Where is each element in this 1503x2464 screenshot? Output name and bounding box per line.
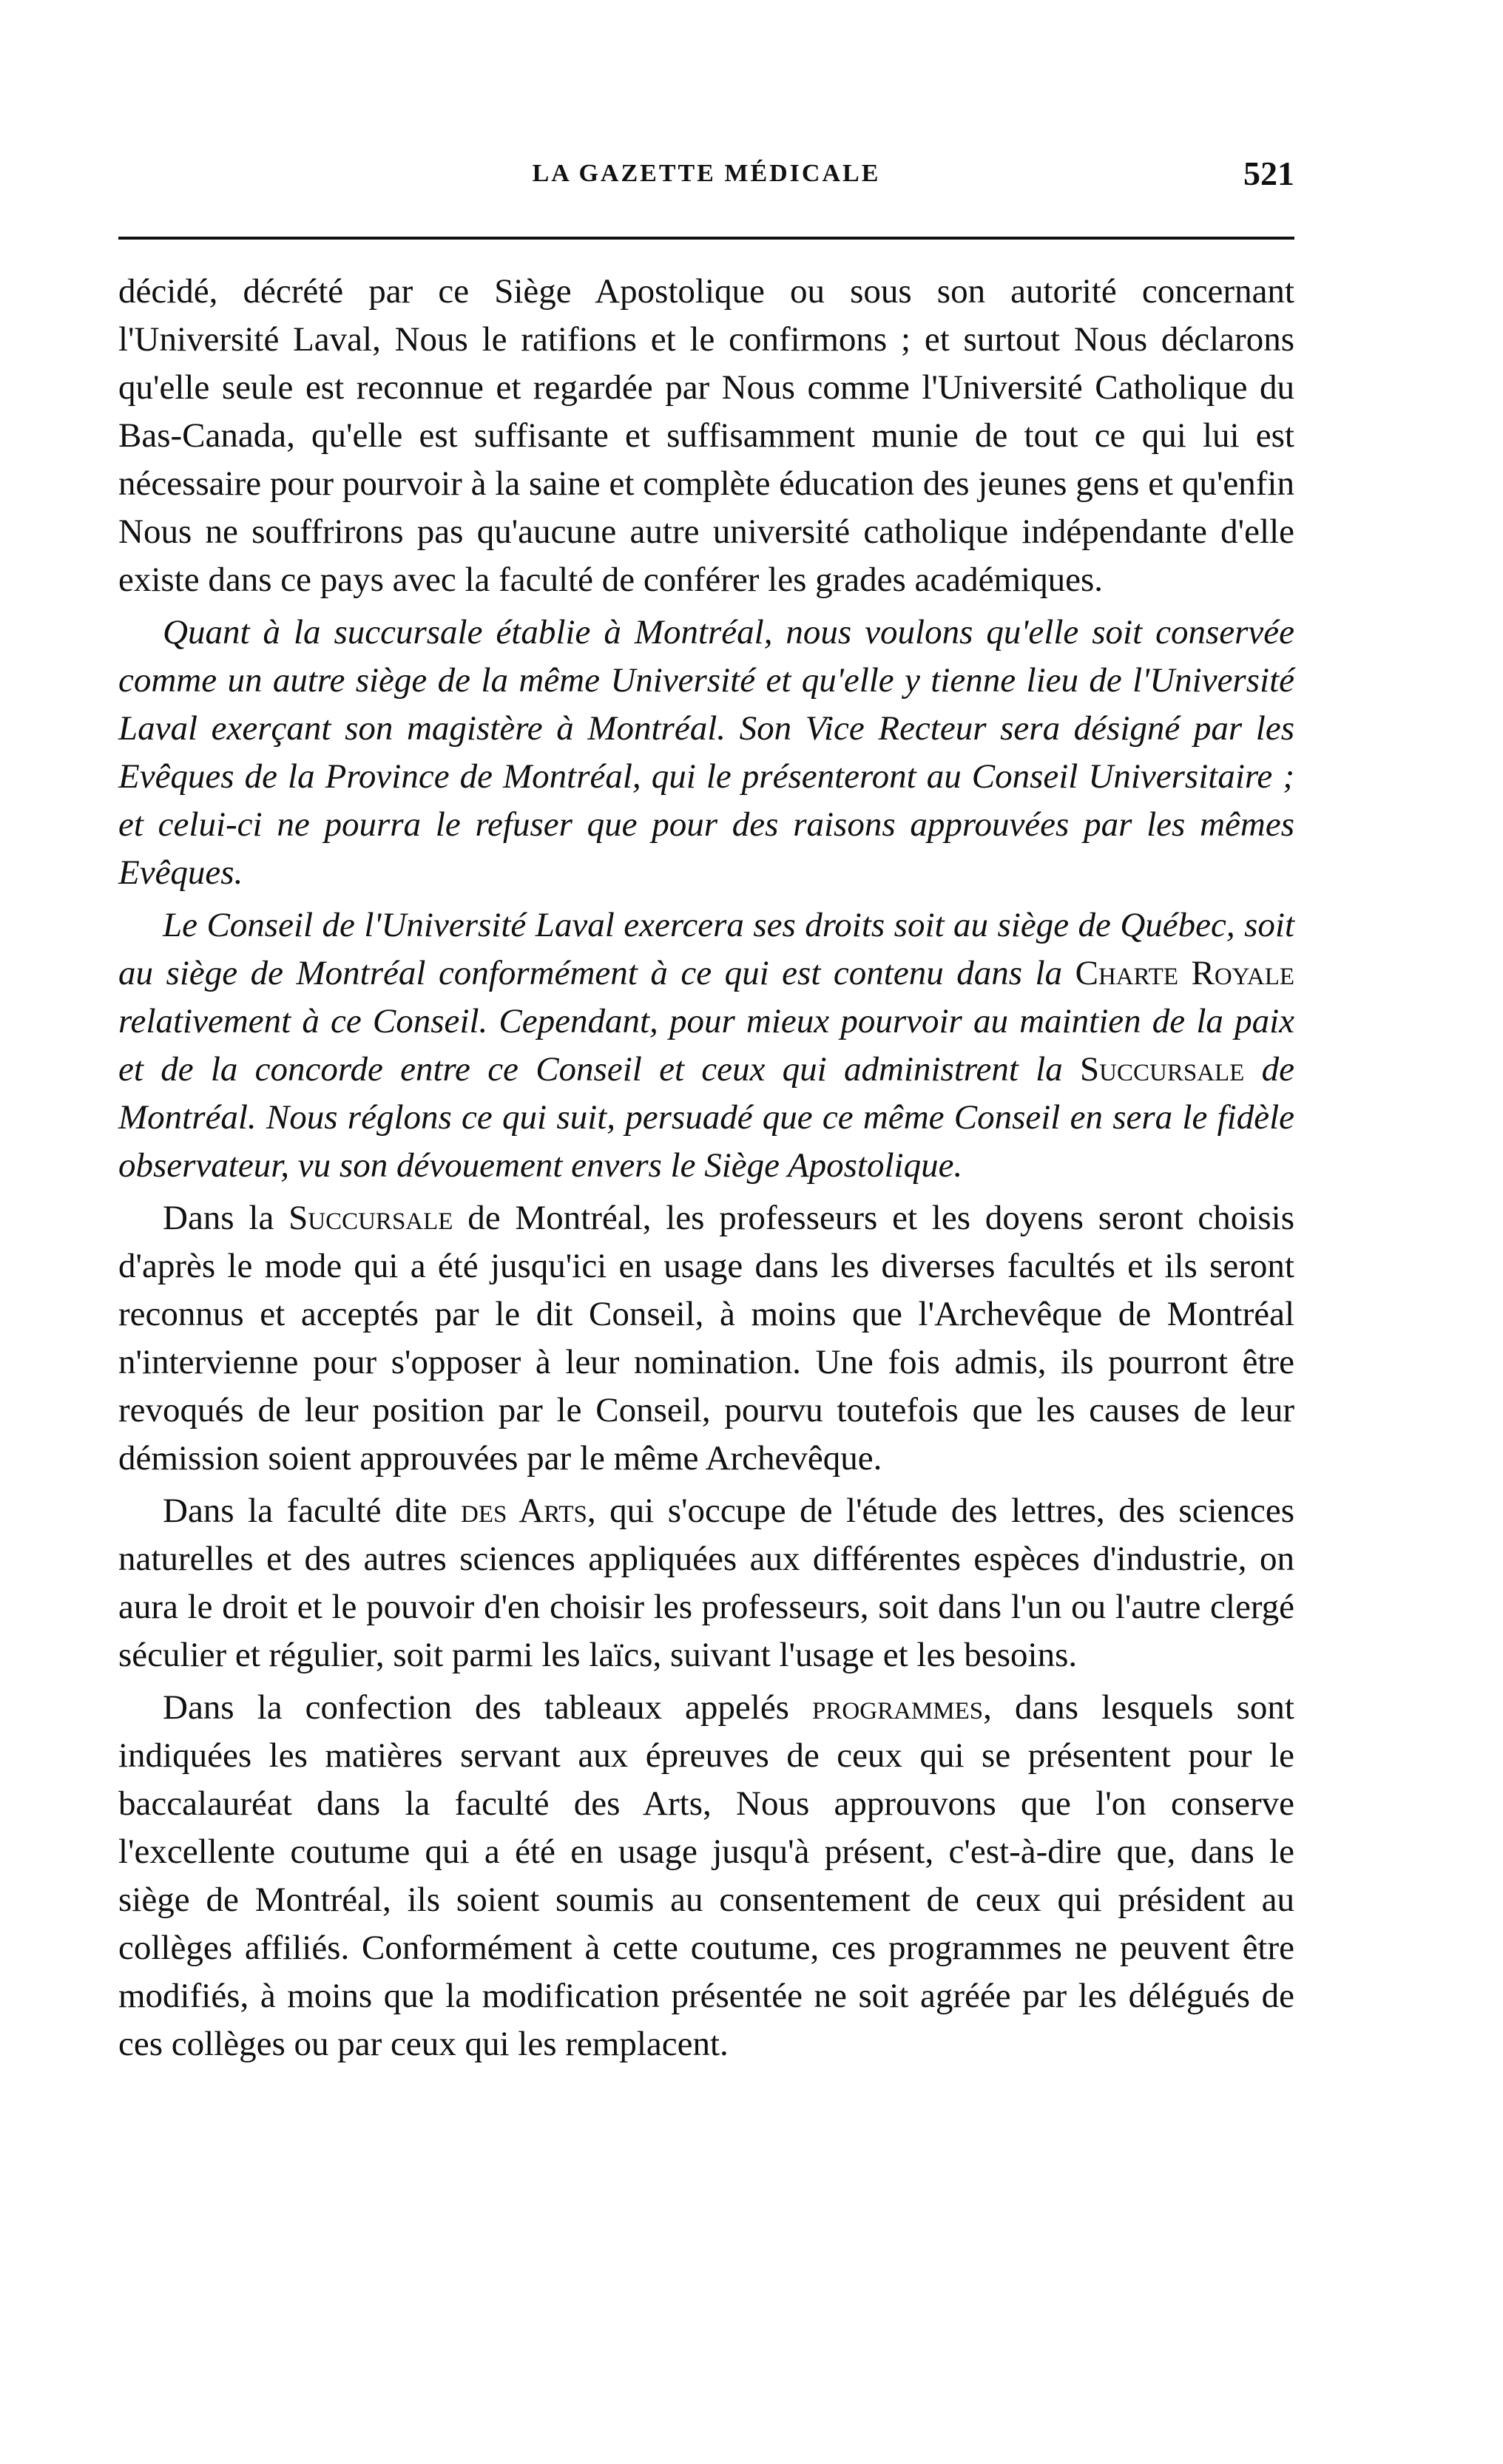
page-number: 521 <box>1243 155 1294 192</box>
paragraph-5-text-b: , qui s'occupe de l'étude des lettres, des sciences naturelles et des autres sciences appliquées aux différentes espèces d'industrie, on aura le droit et le pouvoir d'en choisir les professeurs, soit dans l'un ou l'autre clergé séculier et régulier, soit parmi les laïcs, suivant l'usage et les besoins. <box>118 1492 1295 1674</box>
charte-royale-smallcaps: Charte Royale <box>1075 954 1295 992</box>
paragraph-3-text-b: relativement à ce Conseil. Cependant, pour mieux pourvoir au maintien de la paix et de la concorde entre ce Conseil et ceux qui administrent la <box>118 1002 1294 1089</box>
paragraph-5 <box>118 1487 1294 1679</box>
text-block <box>118 268 1294 2073</box>
paragraph-4-text-a: Dans la <box>163 1199 289 1237</box>
succursale-smallcaps: Succursale <box>1080 1050 1245 1089</box>
paragraph-6-text-a: Dans la confection des tableaux appelés <box>163 1688 813 1727</box>
paragraph-6 <box>118 1684 1294 2068</box>
header-rule <box>118 237 1294 240</box>
running-title: LA GAZETTE MÉDICALE <box>532 160 881 187</box>
paragraph-1: décidé, décrété par ce Siège Apostolique ou sous son autorité concernant l'Université Laval, Nous le ratifions et le confirmons ; et surtout Nous déclarons qu'elle seule est reconnue et regardée par Nous comme l'Université Catholique du Bas-Canada, qu'elle est suffisante et suffisamment munie de tout ce qui lui est nécessaire pour pourvoir à la saine et complète éducation des jeunes gens et qu'enfin Nous ne souffrirons pas qu'aucune autre université catholique indépendante d'elle existe dans ce pays avec la faculté de conférer les grades académiques. <box>118 272 1294 599</box>
paragraph-2: Quant à la succursale établie à Montréal, nous voulons qu'elle soit conservée comme un autre siège de la même Université et qu'elle y tienne lieu de l'Université Laval exerçant son magistère à Montréal. Son Vice Recteur sera désigné par les Evêques de la Province de Montréal, qui le présenteront au Conseil Universitaire ; et celui-ci ne pourra le refuser que pour des raisons approuvées par les mêmes Evêques. <box>118 613 1294 892</box>
paragraph-3 <box>118 901 1294 1190</box>
des-arts-smallcaps: des Arts <box>461 1492 587 1530</box>
paragraph-5-text-a: Dans la faculté dite <box>163 1492 462 1530</box>
succursale-smallcaps: Succursale <box>288 1199 453 1237</box>
paragraph-3-text-c: de Montréal. Nous réglons ce qui suit, persuadé que ce même Conseil en sera le fidèle observateur, vu son dévouement envers le Siège Apostolique. <box>118 1050 1294 1185</box>
paragraph-4 <box>118 1194 1294 1483</box>
programmes-smallcaps: programmes <box>812 1688 984 1727</box>
paragraph-3-text-a: Le Conseil de l'Université Laval exercera ses droits soit au siège de Québec, soit au siège de Montréal conformément à ce qui est contenu dans la <box>118 906 1294 992</box>
paragraph-6-text-b: , dans lesquels sont indiquées les matières servant aux épreuves de ceux qui se présentent pour le baccalauréat dans la faculté des Arts, Nous approuvons que l'on conserve l'excellente coutume qui a été en usage jusqu'à présent, c'est-à-dire que, dans le siège de Montréal, ils soient soumis au consentement de ceux qui président au collèges affiliés. Conformément à cette coutume, ces programmes ne peuvent être modifiés, à moins que la modification présentée ne soit agréée par les délégués de ces collèges ou par ceux qui les remplacent. <box>118 1688 1294 2063</box>
running-head <box>118 155 1294 204</box>
paragraph-4-text-b: de Montréal, les professeurs et les doyens seront choisis d'après le mode qui a été jusqu'ici en usage dans les diverses facultés et ils seront reconnus et acceptés par le dit Conseil, à moins que l'Archevêque de Montréal n'intervienne pour s'opposer à leur nomination. Une fois admis, ils pourront être revoqués de leur position par le Conseil, pourvu toutefois que les causes de leur démission soient approuvées par le même Archevêque. <box>118 1199 1294 1478</box>
